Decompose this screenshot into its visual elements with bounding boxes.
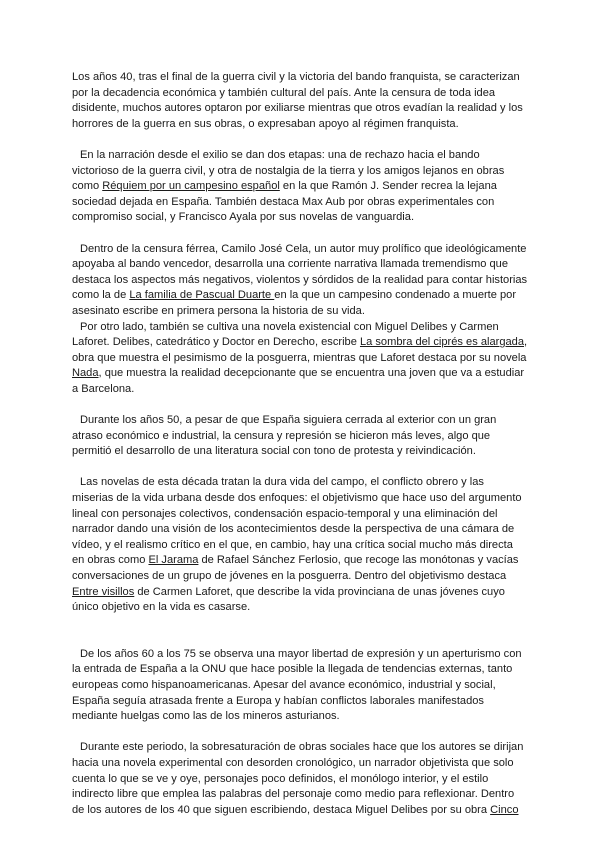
paragraph-2-text-a: En la narración desde el exilio se dan dos etapas: una de rechazo hacia el bando victorioso de la guerra civil, y otra de nostalgia de la tierra y los amigos lejanos en obras como [72, 148, 505, 193]
document-page [72, 70, 528, 818]
paragraph-3-text-a: Dentro de la censura férrea, Camilo José Cela, un autor muy prolífico que ideológicamente apoyaba al bando vencedor, desarrolla una corriente narrativa llamada tremendismo que destaca los aspectos más negativos, violentos y sórdidos de la realidad para contar historias como la de [72, 242, 528, 302]
paragraph-3 [72, 242, 528, 320]
title-entre-visillos: Entre visillos [72, 585, 135, 598]
title-pascual-duarte: La familia de Pascual Duarte [129, 289, 275, 302]
paragraph-1: Los años 40, tras el final de la guerra civil y la victoria del bando franquista, se caracterizan por la decadencia económica y también cultural del país. Ante la censura de toda idea disidente, muchos autores optaron por exiliarse mientras que otros evadían la realidad y los horrores de la guerra en sus obras, o expresaban apoyo al régimen franquista. [72, 71, 523, 130]
paragraph-2-text-b: en la que Ramón J. Sender recrea la lejana sociedad dejada en España. También destaca Max Aub por obras experimentales con compromiso social, y Francisco Ayala por sus novelas de vanguardia. [72, 180, 497, 224]
paragraph-4-text-c: , que muestra la realidad decepcionante que se encuentra una joven que va a estudiar a Barcelona. [72, 367, 525, 395]
paragraph-3-text-b: en la que un campesino condenado a muerte por asesinato escribe en primera persona la historia de su vida. [72, 289, 517, 317]
title-nada: Nada [72, 367, 99, 380]
paragraph-5: Durante los años 50, a pesar de que España siguiera cerrada al exterior con un gran atraso económico e industrial, la censura y represión se hicieron más leves, algo que permitió el desarrollo de una literatura social con tono de protesta y reivindicación. [72, 414, 497, 458]
title-requiem: Réquiem por un campesino español [102, 180, 280, 193]
paragraph-6 [72, 475, 528, 615]
paragraph-2 [72, 148, 528, 226]
paragraph-4-text-b: , obra que muestra el pesimismo de la posguerra, mientras que Laforet destaca por su novela [72, 336, 528, 364]
paragraph-7: De los años 60 a los 75 se observa una mayor libertad de expresión y un aperturismo con la entrada de España a la ONU que hace posible la llegada de tendencias externas, tanto europeas como hispanoamericanas. Apesar del avance económico, industrial y social, España seguía atrasada frente a Europa y habían conflictos laborales manifestados mediante huelgas como las de los mineros asturianos. [72, 647, 522, 723]
paragraph-6-text-a: Las novelas de esta década tratan la dura vida del campo, el conflicto obrero y las miserias de la vida urbana desde dos enfoques: el objetivismo que hace uso del argumento lineal con personajes colectivos, condensación espacio-temporal y una eliminación del narrador dando una visión de los acontecimientos desde la perspectiva de una cámara de vídeo, y el realismo crítico en el que, en cambio, hay una crítica social mucho más directa en obras como [72, 476, 522, 567]
paragraph-4 [72, 320, 528, 398]
paragraph-8-text-a: Durante este periodo, la sobresaturación de obras sociales hace que los autores se dirijan hacia una novela experimental con desorden cronológico, un narrador objetivista que solo cuenta lo que se ve y oye, personajes poco definidos, el monólogo interior, y el estilo indirecto libre que emplea las palabras del personaje como medio para reflexionar. Dentro de los autores de los 40 que siguen escribiendo, destaca Miguel Delibes por su obra [72, 741, 524, 816]
paragraph-8 [72, 740, 528, 818]
title-cinco: Cinco [490, 803, 519, 816]
paragraph-6-text-c: de Carmen Laforet, que describe la vida provinciana de unas jóvenes cuyo único objetivo en la vida es casarse. [72, 585, 505, 614]
paragraph-4-text-a: Por otro lado, también se cultiva una novela existencial con Miguel Delibes y Carmen Laforet. Delibes, catedrático y Doctor en Derecho, escribe [72, 320, 499, 349]
title-el-jarama: El Jarama [148, 554, 199, 567]
paragraph-6-text-b: de Rafael Sánchez Ferlosio, que recoge las monótonas y vacías conversaciones de un grupo de jóvenes en la posguerra. Dentro del objetivismo destaca [72, 554, 519, 582]
title-sombra-cipres: La sombra del ciprés es alargada [359, 336, 525, 349]
